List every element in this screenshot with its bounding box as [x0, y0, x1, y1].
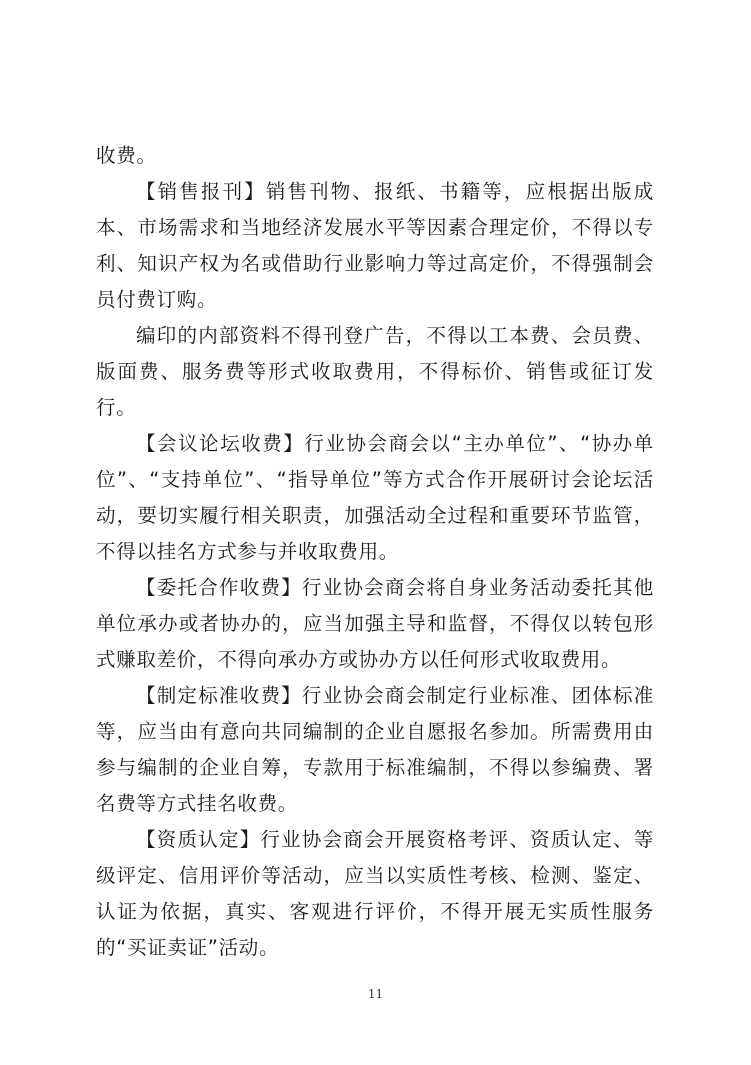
page-number: 11: [367, 987, 384, 1001]
paragraph-standards-fees: 【制定标准收费】行业协会商会制定行业标准、团体标准等，应当由有意向共同编制的企业自愿报名参加。所需费用由参与编制的企业自筹，专款用于标准编制，不得以参编费、署名费等方式挂名收费。: [96, 684, 654, 815]
paragraph-internal-materials: 编印的内部资料不得刊登广告，不得以工本费、会员费、版面费、服务费等形式收取费用，不得标价、销售或征订发行。: [96, 324, 654, 419]
paragraph-qualification: 【资质认定】行业协会商会开展资格考评、资质认定、等级评定、信用评价等活动，应当以实质性考核、检测、鉴定、认证为依据，真实、客观进行评价，不得开展无实质性服务的“买证卖证”活动。: [96, 828, 654, 959]
paragraph-continuation: 收费。: [96, 144, 157, 167]
paragraph-conference-fees: 【会议论坛收费】行业协会商会以“主办单位”、“协办单位”、“支持单位”、“指导单位”等方式合作开展研讨会论坛活动，要切实履行相关职责，加强活动全过程和重要环节监管，不得以挂名方式参与并收取费用。: [96, 432, 654, 563]
document-body: [96, 138, 654, 966]
paragraph-commission-fees: 【委托合作收费】行业协会商会将自身业务活动委托其他单位承办或者协办的，应当加强主导和监督，不得仅以转包形式赚取差价，不得向承办方或协办方以任何形式收取费用。: [96, 576, 654, 671]
paragraph-sales-publications: 【销售报刊】销售刊物、报纸、书籍等，应根据出版成本、市场需求和当地经济发展水平等因素合理定价，不得以专利、知识产权为名或借助行业影响力等过高定价，不得强制会员付费订购。: [96, 180, 654, 311]
